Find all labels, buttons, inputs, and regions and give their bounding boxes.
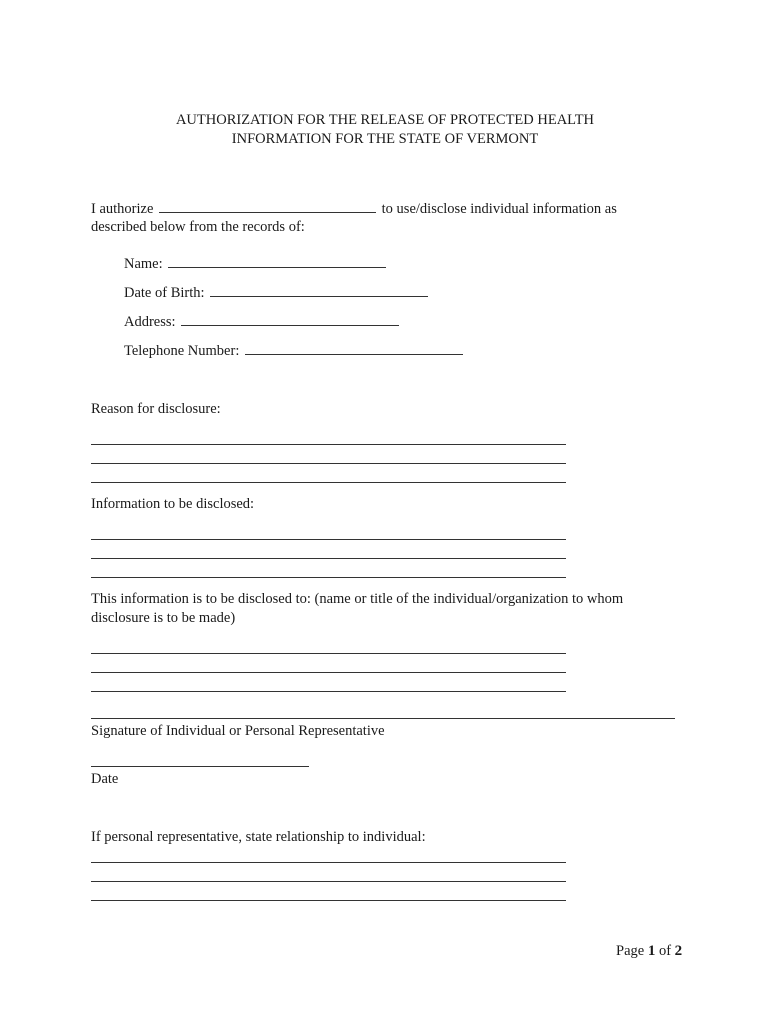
telephone-field[interactable] <box>245 342 463 355</box>
page-of-word: of <box>658 943 672 959</box>
page-number <box>616 943 682 960</box>
name-field[interactable] <box>168 255 386 268</box>
name-row <box>124 255 388 273</box>
information-line-1[interactable] <box>91 539 566 540</box>
authorize-prefix: I authorize <box>91 201 154 217</box>
signature-label: Signature of Individual or Personal Representative <box>91 723 385 739</box>
relationship-line-2[interactable] <box>91 881 566 882</box>
reason-line-3[interactable] <box>91 482 566 483</box>
disclosed-to-label-1: This information is to be disclosed to: (name or title of the individual/organization to whom <box>91 591 624 607</box>
address-field[interactable] <box>181 313 399 326</box>
date-label: Date <box>91 771 119 787</box>
dob-label: Date of Birth: <box>124 285 205 301</box>
disclosed-to-line-2[interactable] <box>91 672 566 673</box>
dob-row <box>124 284 430 302</box>
name-label: Name: <box>124 256 163 272</box>
information-line-3[interactable] <box>91 577 566 578</box>
form-title <box>0 111 770 149</box>
address-row <box>124 313 401 331</box>
relationship-line-1[interactable] <box>91 862 566 863</box>
authorize-suffix: to use/disclose individual information as <box>381 201 617 217</box>
relationship-label: If personal representative, state relationship to individual: <box>91 829 426 845</box>
title-line-1: AUTHORIZATION FOR THE RELEASE OF PROTECTED HEALTH <box>175 112 595 128</box>
page-word: Page <box>616 943 645 959</box>
address-label: Address: <box>124 314 176 330</box>
disclosed-to-line-3[interactable] <box>91 691 566 692</box>
disclosed-to-label-2: disclosure is to be made) <box>91 610 236 626</box>
reason-line-2[interactable] <box>91 463 566 464</box>
relationship-line-3[interactable] <box>91 900 566 901</box>
telephone-row <box>124 342 465 360</box>
information-label: Information to be disclosed: <box>91 496 255 512</box>
authorize-line-2: described below from the records of: <box>91 219 305 235</box>
page-current: 1 <box>647 943 656 959</box>
authorize-line <box>91 200 617 218</box>
reason-label: Reason for disclosure: <box>91 401 221 417</box>
date-line[interactable] <box>91 766 309 767</box>
page-total: 2 <box>674 943 683 959</box>
title-line-2: INFORMATION FOR THE STATE OF VERMONT <box>231 131 539 147</box>
authorized-party-field[interactable] <box>159 200 376 213</box>
reason-line-1[interactable] <box>91 444 566 445</box>
information-line-2[interactable] <box>91 558 566 559</box>
disclosed-to-line-1[interactable] <box>91 653 566 654</box>
dob-field[interactable] <box>210 284 428 297</box>
signature-line[interactable] <box>91 718 675 719</box>
telephone-label: Telephone Number: <box>124 343 240 359</box>
